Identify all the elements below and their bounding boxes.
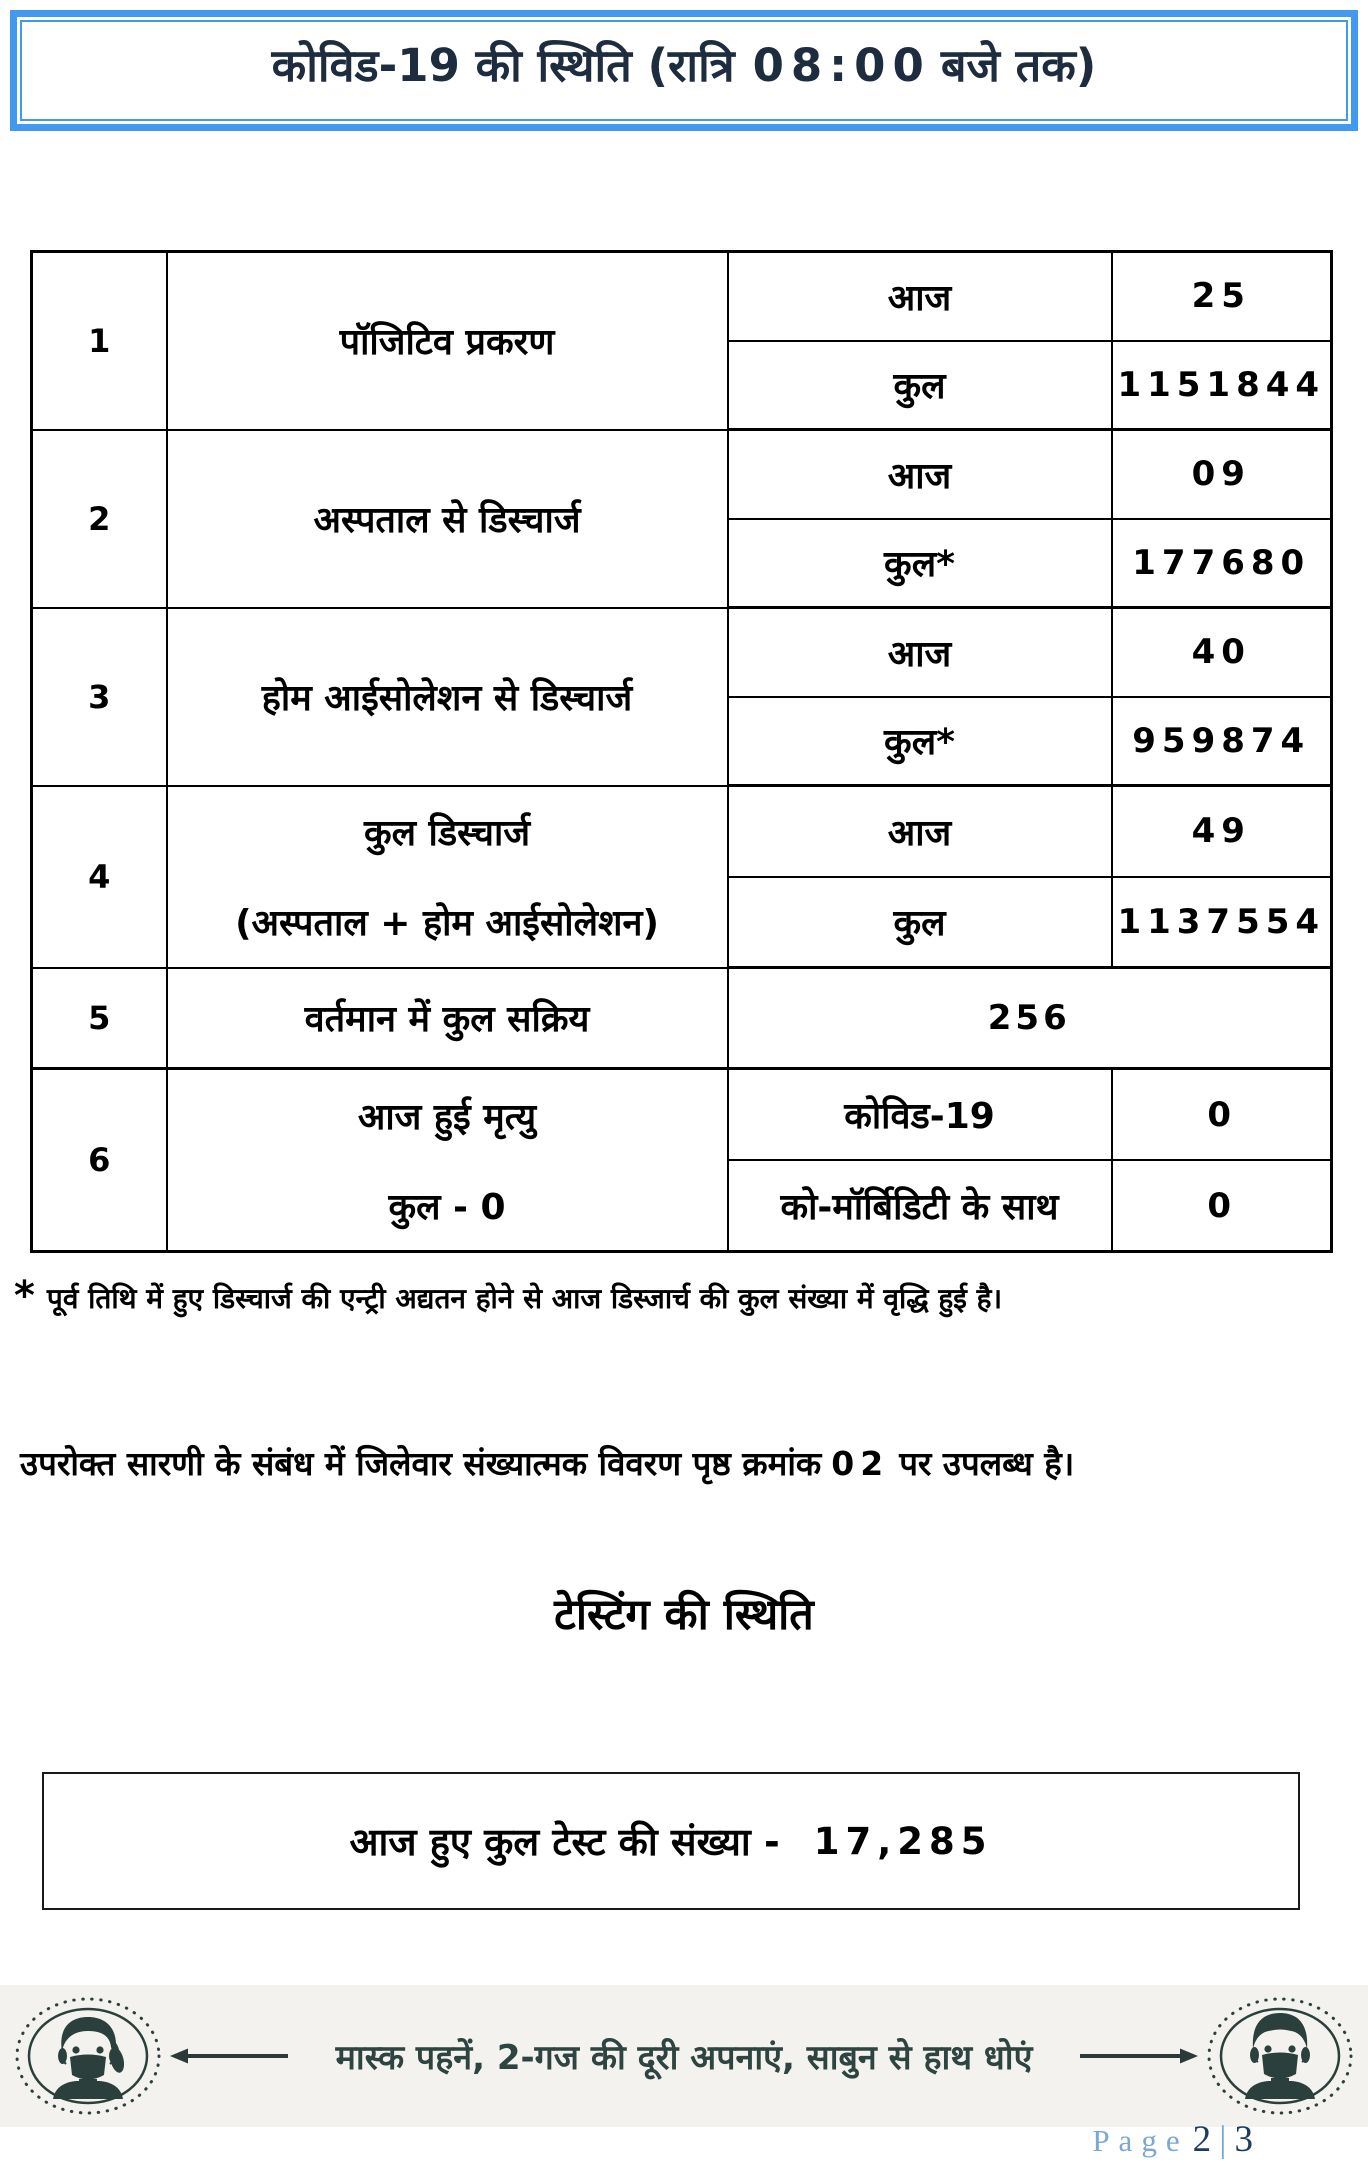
woman-wearing-mask-icon [12, 1994, 164, 2118]
district-note-prefix: उपरोक्त सारणी के संबंध में जिलेवार संख्यात्मक विवरण पृष्ठ क्रमांक [20, 1444, 822, 1483]
total-pages-number: 3 [1234, 2119, 1253, 2160]
footnote-text: पूर्व तिथि में हुए डिस्चार्ज की एन्ट्री अद्यतन होने से आज डिस्जार्च की कुल संख्या में वृद्धि हुई है। [46, 1282, 1003, 1315]
asterisk-marker: * [14, 1273, 35, 1319]
category-label-line2: (अस्पताल + होम आईसोलेशन) [235, 903, 659, 944]
table-row [32, 968, 1332, 1069]
today-label: आज [728, 430, 1112, 519]
today-value: 09 [1112, 430, 1332, 519]
table-row [32, 608, 1332, 697]
page-title-prefix: कोविड-19 की स्थिति (रात्रि [271, 39, 735, 92]
covid-status-table [30, 250, 1333, 1253]
today-value: 49 [1112, 786, 1332, 877]
awareness-message: मास्क पहनें, 2-गज की दूरी अपनाएं, साबुन से हाथ धोएं [335, 2038, 1033, 2078]
today-label: आज [728, 786, 1112, 877]
total-label: कुल [728, 877, 1112, 968]
today-value: 40 [1112, 608, 1332, 697]
district-note-suffix: पर उपलब्ध है। [899, 1444, 1075, 1483]
page-word: Page [1092, 2123, 1189, 2158]
serial-number: 6 [32, 1069, 167, 1252]
category-label [167, 1069, 728, 1252]
total-label: कुल* [728, 519, 1112, 608]
testing-status-heading: टेस्टिंग की स्थिति [554, 1590, 814, 1640]
category-label: वर्तमान में कुल सक्रिय [167, 968, 728, 1069]
today-label: आज [728, 252, 1112, 341]
title-box [10, 10, 1358, 131]
serial-number: 5 [32, 968, 167, 1069]
serial-number: 1 [32, 252, 167, 430]
serial-number: 3 [32, 608, 167, 786]
serial-number: 4 [32, 786, 167, 968]
today-label: आज [728, 608, 1112, 697]
comorbidity-deaths-label: को-मॉर्बिडिटी के साथ [728, 1160, 1112, 1252]
deaths-total-label: कुल - 0 [388, 1186, 506, 1228]
covid-deaths-value: 0 [1112, 1069, 1332, 1161]
comorbidity-deaths-value: 0 [1112, 1160, 1332, 1252]
total-value: 1137554 [1112, 877, 1332, 968]
total-tests-label: आज हुए कुल टेस्ट की संख्या - [349, 1820, 780, 1864]
table-row [32, 1069, 1332, 1161]
page-title-suffix: बजे तक) [940, 39, 1097, 92]
title-box-inner-border [20, 20, 1348, 121]
district-note [20, 1440, 1350, 1485]
page-number-footer [1092, 2118, 1253, 2161]
category-label: पॉजिटिव प्रकरण [167, 252, 728, 430]
category-label: अस्पताल से डिस्चार्ज [167, 430, 728, 608]
page-title-time: 08:00 [752, 39, 931, 92]
category-label-line1: कुल डिस्चार्ज [363, 813, 531, 854]
total-label: कुल [728, 341, 1112, 430]
total-value: 177680 [1112, 519, 1332, 608]
left-arrow-icon [170, 2047, 288, 2065]
awareness-banner [0, 1985, 1368, 2127]
man-wearing-mask-icon [1204, 1994, 1356, 2118]
total-value: 959874 [1112, 697, 1332, 786]
total-label: कुल* [728, 697, 1112, 786]
active-total-value: 256 [728, 968, 1332, 1069]
today-value: 25 [1112, 252, 1332, 341]
right-arrow-icon [1080, 2047, 1198, 2065]
table-row [32, 252, 1332, 341]
page-separator: | [1219, 2119, 1227, 2160]
table-row [32, 430, 1332, 519]
total-tests-box [42, 1772, 1300, 1910]
table-row [32, 786, 1332, 877]
serial-number: 2 [32, 430, 167, 608]
page-title [272, 34, 1097, 95]
district-note-page-number: 02 [831, 1444, 890, 1483]
deaths-today-label: आज हुई मृत्यु [357, 1096, 537, 1138]
total-tests-value: 17,285 [813, 1819, 993, 1863]
current-page-number: 2 [1192, 2119, 1212, 2160]
covid-deaths-label: कोविड-19 [728, 1069, 1112, 1161]
total-value: 1151844 [1112, 341, 1332, 430]
category-label: होम आईसोलेशन से डिस्चार्ज [167, 608, 728, 786]
category-label [167, 786, 728, 968]
footnote [14, 1273, 1354, 1319]
